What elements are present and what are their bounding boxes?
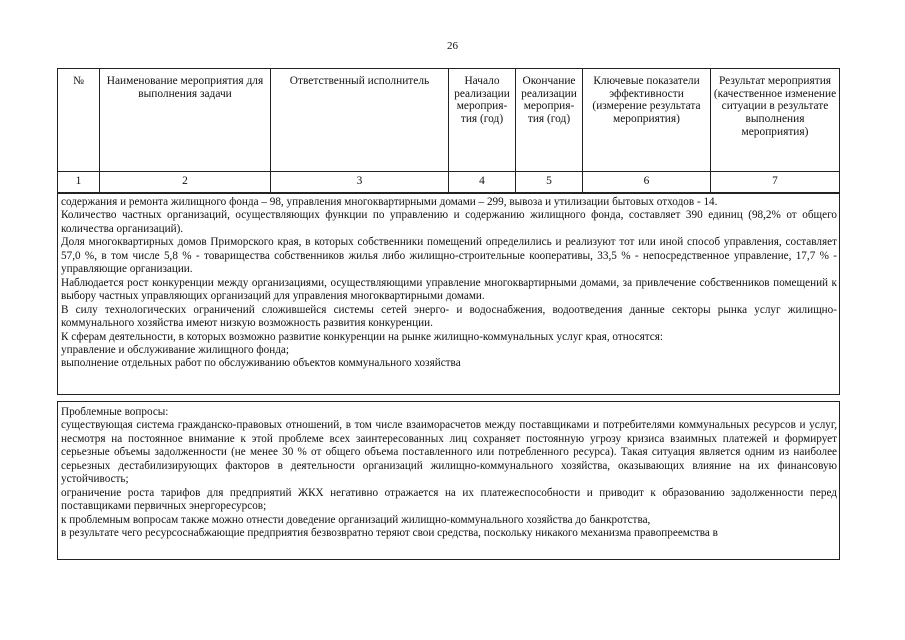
paragraph: Количество частных организаций, осуществляющих функции по управлению и содержанию жилищного фонда, составляет 390 единиц (98,2% от общего количества организаций). bbox=[61, 209, 837, 235]
paragraph: В силу технологических ограничений сложившейся системы сетей энерго- и водоснабжения, водоотведения данные секторы рынка услуг жилищно-коммунального хозяйства имеют низкую возможность развития конкуренции. bbox=[61, 303, 837, 330]
page-number: 26 bbox=[447, 40, 458, 52]
paragraph-heading: Проблемные вопросы: bbox=[61, 406, 169, 418]
table-header bbox=[57, 68, 840, 194]
paragraph: выполнение отдельных работ по обслуживанию объектов коммунального хозяйства bbox=[61, 357, 461, 370]
paragraph: Наблюдается рост конкуренции между организациями, осуществляющими управление многоквартирными домами, за привлечение собственников помещений к выбору частных управляющих организаций для управления многоквартирными домами. bbox=[61, 276, 837, 303]
header-cell-indicators: Ключевые показатели эффективности (измерение результата мероприятия) bbox=[583, 69, 711, 171]
paragraph: Доля многоквартирных домов Приморского края, в которых собственники помещений определились и реализуют тот или иной способ управления, составляет 57,0 %, в том числе 5,8 % - товарищества собственников жилья либо жилищно-строительные кооперативы, 33,5 % - непосредственное управление, 17,7 % - управляющие организации. bbox=[61, 236, 837, 276]
column-number: 5 bbox=[516, 171, 583, 193]
header-row bbox=[58, 69, 839, 172]
column-number: 3 bbox=[271, 171, 449, 193]
paragraph: ограничение роста тарифов для предприятий ЖКХ негативно отражается на их платежеспособности и приводит к образованию задолженности перед поставщиками первичных энергоресурсов; bbox=[61, 486, 837, 513]
column-number: 1 bbox=[58, 171, 100, 193]
paragraph: в результате чего ресурсоснабжающие предприятия безвозвратно теряют свои средства, поскольку никакого механизма правопреемства в bbox=[61, 527, 718, 540]
column-number: 4 bbox=[449, 171, 516, 193]
header-cell-executor: Ответственный исполнитель bbox=[271, 69, 449, 171]
header-cell-number: № bbox=[58, 69, 100, 171]
header-cell-result: Результат мероприятия (качественное изменение ситуации в результате выполнения мероприятия) bbox=[713, 75, 837, 138]
paragraph: содержания и ремонта жилищного фонда – 98, управления многоквартирными домами – 299, вывоза и утилизации бытовых отходов - 14. bbox=[61, 196, 718, 208]
column-number-row bbox=[58, 171, 839, 194]
text-block-competition bbox=[57, 192, 840, 395]
paragraph: К сферам деятельности, в которых возможно развитие конкуренции на рынке жилищно-коммунальных услуг края, относятся: bbox=[61, 330, 663, 343]
paragraph: управление и обслуживание жилищного фонда; bbox=[61, 343, 289, 356]
paragraph: существующая система гражданско-правовых отношений, в том числе взаиморасчетов между поставщиками и потребителями коммунальных ресурсов и услуг, несмотря на постоянное внимание к этой проблеме всех заинтересованных лиц сохраняет постоянную угрозу кризиса взаимных платежей и формирует серьезные объемы задолженности (не менее 30 % от общего объема поставленного или потребленного ресурса). Такая ситуация является одним из наиболее серьезных дестабилизирующих факторов в деятельности организаций жилищно-коммунального хозяйства, оказывающих влияние на их финансовую устойчивость; bbox=[61, 419, 837, 486]
text-block-problems bbox=[57, 401, 840, 560]
column-number: 6 bbox=[583, 171, 711, 193]
column-number: 2 bbox=[100, 171, 271, 193]
header-cell-start: Начало реализации мероприя-тия (год) bbox=[449, 69, 516, 171]
header-cell-activity: Наименование мероприятия для выполнения задачи bbox=[100, 69, 271, 171]
header-cell-end: Окончание реализации мероприя-тия (год) bbox=[516, 69, 583, 171]
paragraph: к проблемным вопросам также можно отнести доведение организаций жилищно-коммунального хозяйства до банкротства, bbox=[61, 513, 651, 526]
column-number: 7 bbox=[772, 175, 778, 187]
